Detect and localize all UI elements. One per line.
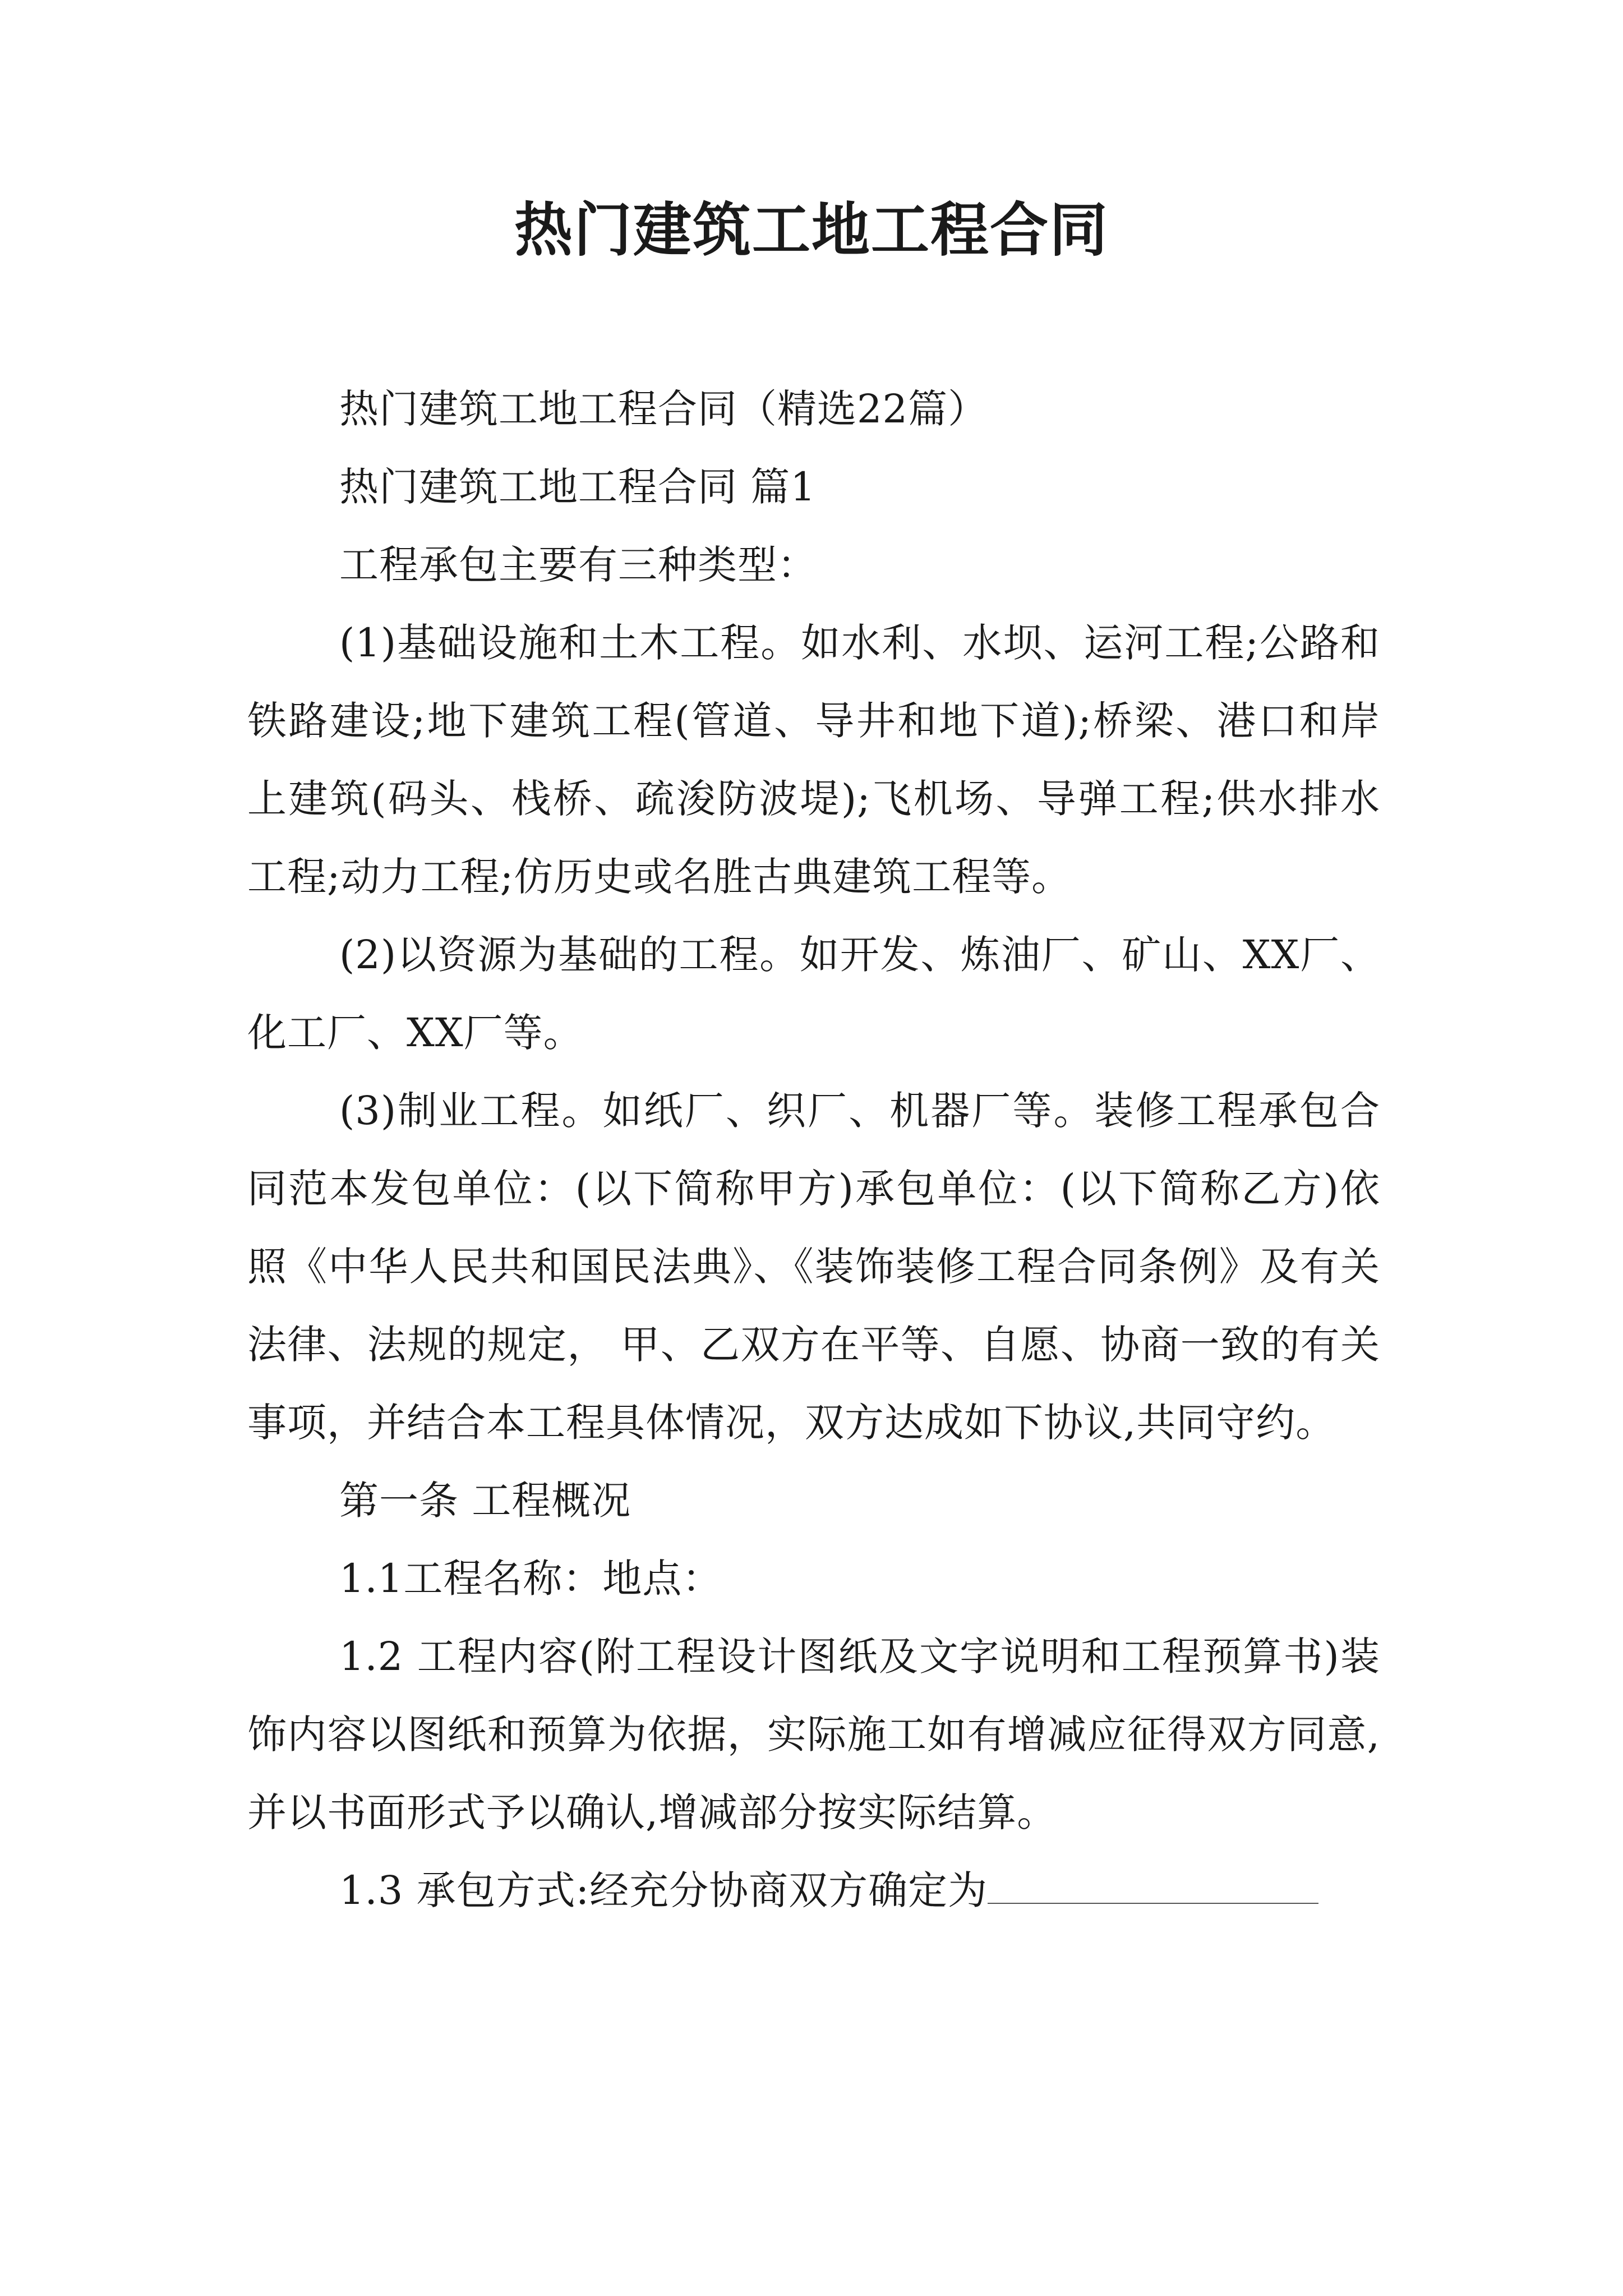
fill-in-blank-line xyxy=(988,1864,1318,1904)
paragraph: (1)基础设施和土木工程。如水利、水坝、运河工程;公路和铁路建设;地下建筑工程(管道、导井和地下道);桥梁、港口和岸上建筑(码头、栈桥、疏浚防波堤);飞机场、导弹工程;供水排水工程;动力工程;仿历史或名胜古典建筑工程等。 xyxy=(247,620,1380,900)
paragraph: (2)以资源为基础的工程。如开发、炼油厂、矿山、XX厂、化工厂、XX厂等。 xyxy=(247,932,1380,1056)
section-heading: 热门建筑工地工程合同 篇1 xyxy=(339,464,816,510)
paragraph: (3)制业工程。如纸厂、织厂、机器厂等。装修工程承包合同范本发包单位：(以下简称甲方)承包单位：(以下简称乙方)依照《中华人民共和国民法典》、《装饰装修工程合同条例》及有关法律、法规的规定， 甲、乙双方在平等、自愿、协商一致的有关事项，并结合本工程具体情况，双方达成如下协议,共同守约。 xyxy=(247,1088,1380,1446)
document-subtitle: 热门建筑工地工程合同（精选22篇） xyxy=(339,386,988,432)
document-title: 热门建筑工地工程合同 xyxy=(514,195,1109,264)
clause: 1.2 工程内容(附工程设计图纸及文字说明和工程预算书)装饰内容以图纸和预算为依据，实际施工如有增减应征得双方同意,并以书面形式予以确认,增减部分按实际结算。 xyxy=(247,1634,1380,1835)
clause: 1.1工程名称：地点： xyxy=(339,1556,722,1602)
clause-text: 1.3 承包方式:经充分协商双方确定为 xyxy=(339,1867,988,1913)
paragraph: 工程承包主要有三种类型： xyxy=(339,542,817,588)
document-body xyxy=(247,370,1380,1930)
article-heading: 第一条 工程概况 xyxy=(339,1478,631,1524)
clause-with-blank xyxy=(247,1852,1380,1930)
